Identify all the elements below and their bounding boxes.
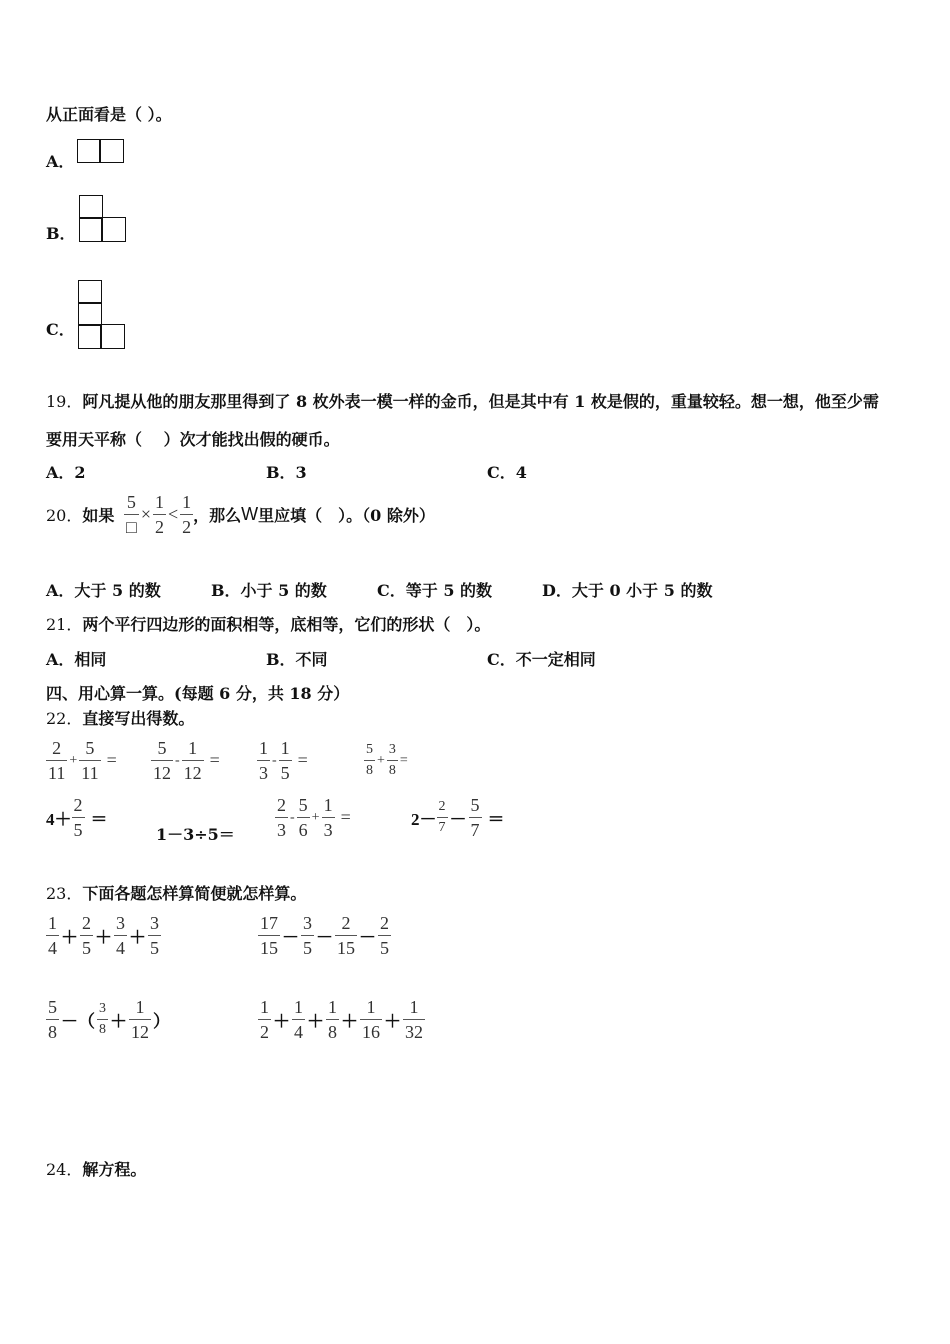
q20-w-symbol: W bbox=[241, 504, 259, 524]
q23-expr-3 bbox=[46, 998, 172, 1041]
denominator: 5 bbox=[73, 820, 83, 840]
fraction bbox=[275, 796, 288, 839]
q20-suffix-a: ，那么 bbox=[193, 506, 242, 525]
fraction bbox=[279, 739, 292, 782]
denominator: 8 bbox=[388, 763, 396, 778]
plus-sign: ＋ bbox=[129, 928, 146, 947]
denominator: 7 bbox=[438, 820, 446, 835]
fraction bbox=[364, 743, 375, 778]
fraction bbox=[258, 914, 280, 957]
denominator: 5 bbox=[280, 763, 290, 783]
q18-option-a-label: A． bbox=[46, 152, 75, 171]
fraction bbox=[182, 739, 204, 782]
plus-sign: ＋ bbox=[61, 928, 78, 947]
numerator: 3 bbox=[387, 743, 398, 761]
plus-sign: ＋ bbox=[110, 1012, 127, 1031]
q19-line1 bbox=[46, 389, 879, 412]
q20-prefix: 如果 bbox=[82, 506, 115, 525]
numerator: 17 bbox=[258, 914, 280, 936]
denominator: 4 bbox=[116, 938, 125, 958]
expr-prefix: 4＋ bbox=[46, 810, 72, 829]
numerator: 5 bbox=[124, 493, 139, 515]
q20-option-c bbox=[377, 578, 492, 601]
denominator: 5 bbox=[150, 938, 159, 958]
option-text: 不一定相同 bbox=[515, 650, 596, 669]
q21-stem bbox=[46, 612, 490, 635]
plus-sign: + bbox=[69, 752, 78, 768]
equals-sign: = bbox=[209, 750, 220, 770]
fraction bbox=[335, 914, 357, 957]
option-label: B． bbox=[211, 581, 241, 600]
figure-square bbox=[101, 217, 126, 242]
denominator: 12 bbox=[131, 1022, 149, 1042]
q23-expr-2 bbox=[258, 914, 391, 957]
denominator: 2 bbox=[182, 517, 192, 537]
q19-option-b bbox=[266, 460, 307, 483]
denominator: 16 bbox=[362, 1022, 380, 1042]
minus-sign: － bbox=[359, 928, 376, 947]
numerator: 5 bbox=[151, 739, 173, 761]
times-sign: × bbox=[140, 504, 151, 524]
numerator: 1 bbox=[153, 493, 166, 515]
option-text: 4 bbox=[515, 463, 527, 482]
fraction bbox=[151, 739, 173, 782]
option-text: 2 bbox=[74, 463, 86, 482]
q22-expr-1 bbox=[46, 739, 119, 782]
figure-square bbox=[79, 195, 103, 219]
numerator: 1 bbox=[257, 739, 270, 761]
option-text: 相同 bbox=[74, 650, 107, 669]
q24-text: 解方程。 bbox=[82, 1160, 147, 1179]
numerator: 1 bbox=[182, 739, 204, 761]
less-than-sign: < bbox=[168, 504, 179, 524]
fraction bbox=[148, 914, 161, 957]
fraction bbox=[153, 493, 166, 536]
figure-square bbox=[78, 324, 102, 349]
numerator: 2 bbox=[437, 800, 448, 818]
denominator: 11 bbox=[81, 763, 99, 783]
q18-stem: 从正面看是（ ）。 bbox=[46, 105, 172, 124]
q19-number: 19． bbox=[46, 392, 83, 411]
numerator: 1 bbox=[180, 493, 193, 515]
option-label: C． bbox=[487, 463, 516, 482]
fraction bbox=[180, 493, 193, 536]
option-label: A． bbox=[46, 650, 75, 669]
fraction bbox=[301, 914, 314, 957]
denominator: 11 bbox=[48, 763, 66, 783]
denominator: 12 bbox=[153, 763, 171, 783]
denominator: 3 bbox=[259, 763, 268, 783]
q22-expr-4 bbox=[364, 743, 410, 778]
numerator: 1 bbox=[403, 998, 425, 1020]
denominator: 5 bbox=[303, 938, 312, 958]
q19-option-a bbox=[46, 460, 86, 483]
fraction bbox=[258, 998, 271, 1041]
fraction bbox=[469, 796, 482, 839]
fraction bbox=[72, 796, 85, 839]
plus-sign: ＋ bbox=[384, 1012, 401, 1031]
equals-sign: = bbox=[297, 750, 308, 770]
q24-stem bbox=[46, 1157, 146, 1180]
q22-expr-6: 1－3÷5＝ bbox=[156, 825, 235, 844]
q20-option-d bbox=[542, 578, 712, 601]
q19-option-c bbox=[487, 460, 527, 483]
denominator: 5 bbox=[380, 938, 389, 958]
numerator: 2 bbox=[80, 914, 93, 936]
option-label: D． bbox=[542, 581, 572, 600]
numerator: 1 bbox=[129, 998, 151, 1020]
numerator: 3 bbox=[97, 1002, 108, 1020]
fraction bbox=[403, 998, 425, 1041]
plus-sign: ＋ bbox=[341, 1012, 358, 1031]
figure-square bbox=[77, 139, 101, 163]
q21-option-a bbox=[46, 647, 106, 670]
minus-sign: - bbox=[272, 752, 277, 768]
fraction bbox=[292, 998, 305, 1041]
equals-sign: = bbox=[340, 807, 351, 827]
figure-square bbox=[79, 217, 103, 242]
q22-number: 22． bbox=[46, 709, 83, 728]
denominator: 8 bbox=[99, 1022, 106, 1037]
fraction bbox=[46, 739, 67, 782]
numerator: 1 bbox=[46, 914, 59, 936]
q20-option-a bbox=[46, 578, 161, 601]
fraction bbox=[326, 998, 339, 1041]
option-text: 小于 5 的数 bbox=[240, 581, 327, 600]
numerator: 1 bbox=[360, 998, 382, 1020]
denominator: 2 bbox=[155, 517, 164, 537]
denominator: □ bbox=[125, 517, 137, 537]
q20-stem bbox=[46, 493, 435, 536]
minus-sign: - bbox=[175, 752, 180, 768]
fraction bbox=[257, 739, 270, 782]
q21-option-c bbox=[487, 647, 596, 670]
option-label: B． bbox=[266, 463, 296, 482]
denominator: 4 bbox=[48, 938, 57, 958]
equals-sign: ＝ bbox=[487, 810, 505, 829]
option-label: A． bbox=[46, 581, 75, 600]
denominator: 15 bbox=[260, 938, 278, 958]
q21-option-b bbox=[266, 647, 328, 670]
q22-expr-7 bbox=[275, 796, 353, 839]
q22-expr-2 bbox=[151, 739, 222, 782]
plus-sign: ＋ bbox=[273, 1012, 290, 1031]
numerator: 1 bbox=[322, 796, 335, 818]
numerator: 3 bbox=[148, 914, 161, 936]
plus-sign: ＋ bbox=[307, 1012, 324, 1031]
fraction bbox=[124, 493, 139, 536]
option-label: A． bbox=[46, 463, 75, 482]
numerator: 5 bbox=[297, 796, 310, 818]
plus-sign: + bbox=[311, 809, 320, 825]
option-label: C． bbox=[377, 581, 406, 600]
q23-stem bbox=[46, 881, 306, 904]
q22-expr-3 bbox=[257, 739, 310, 782]
q21-number: 21． bbox=[46, 615, 83, 634]
numerator: 1 bbox=[279, 739, 292, 761]
minus-sign: － bbox=[449, 810, 467, 829]
q23-expr-4 bbox=[258, 998, 425, 1041]
fraction bbox=[360, 998, 382, 1041]
fraction bbox=[46, 914, 59, 957]
numerator: 5 bbox=[46, 998, 59, 1020]
q19-line2: 要用天平称（ ）次才能找出假的硬币。 bbox=[46, 430, 340, 449]
numerator: 5 bbox=[79, 739, 100, 761]
figure-square bbox=[78, 280, 102, 304]
denominator: 6 bbox=[298, 820, 308, 840]
fraction bbox=[387, 743, 398, 778]
fraction bbox=[79, 739, 100, 782]
denominator: 8 bbox=[48, 1022, 57, 1042]
q23-text: 下面各题怎样算简便就怎样算。 bbox=[82, 884, 307, 903]
numerator: 2 bbox=[46, 739, 67, 761]
q19-text-line1: 阿凡提从他的朋友那里得到了 8 枚外表一模一样的金币，但是其中有 1 枚是假的，重量较轻。想一想，他至少需 bbox=[82, 392, 879, 411]
fraction bbox=[46, 998, 59, 1041]
minus-sign: － bbox=[282, 928, 299, 947]
q20-suffix-b: 里应填（ ）。（0 除外） bbox=[258, 506, 435, 525]
close-paren: ） bbox=[153, 1012, 170, 1031]
numerator: 3 bbox=[301, 914, 314, 936]
denominator: 5 bbox=[82, 938, 91, 958]
minus-sign: - bbox=[290, 809, 295, 825]
q18-option-b-label: B． bbox=[46, 224, 76, 243]
option-label: B． bbox=[266, 650, 296, 669]
q20-option-b bbox=[211, 578, 327, 601]
option-text: 不同 bbox=[295, 650, 328, 669]
denominator: 3 bbox=[277, 820, 286, 840]
q22-text: 直接写出得数。 bbox=[82, 709, 195, 728]
numerator: 5 bbox=[364, 743, 375, 761]
minus-sign: － bbox=[316, 928, 333, 947]
numerator: 1 bbox=[292, 998, 305, 1020]
figure-square bbox=[78, 302, 102, 326]
denominator: 32 bbox=[405, 1022, 423, 1042]
denominator: 3 bbox=[323, 820, 333, 840]
option-text: 大于 5 的数 bbox=[74, 581, 161, 600]
q22-expr-5 bbox=[46, 796, 110, 839]
q23-number: 23． bbox=[46, 884, 83, 903]
fraction bbox=[297, 796, 310, 839]
denominator: 2 bbox=[260, 1022, 269, 1042]
section-4-title: 四、用心算一算。(每题 6 分，共 18 分） bbox=[46, 684, 350, 703]
fraction bbox=[378, 914, 391, 957]
option-text: 等于 5 的数 bbox=[405, 581, 493, 600]
fraction bbox=[129, 998, 151, 1041]
numerator: 2 bbox=[275, 796, 288, 818]
denominator: 7 bbox=[470, 820, 480, 840]
denominator: 4 bbox=[294, 1022, 303, 1042]
q22-expr-8 bbox=[411, 796, 507, 839]
expr-prefix: 2－ bbox=[411, 810, 437, 829]
numerator: 2 bbox=[72, 796, 85, 818]
q20-number: 20． bbox=[46, 506, 83, 525]
fraction bbox=[322, 796, 335, 839]
fraction bbox=[114, 914, 127, 957]
figure-square bbox=[100, 324, 125, 349]
option-label: C． bbox=[487, 650, 516, 669]
fraction bbox=[80, 914, 93, 957]
denominator: 15 bbox=[337, 938, 355, 958]
q21-text: 两个平行四边形的面积相等，底相等，它们的形状（ ）。 bbox=[82, 615, 491, 634]
plus-sign: ＋ bbox=[95, 928, 112, 947]
numerator: 2 bbox=[335, 914, 357, 936]
option-text: 大于 0 小于 5 的数 bbox=[571, 581, 713, 600]
numerator: 3 bbox=[114, 914, 127, 936]
figure-square bbox=[99, 139, 124, 163]
denominator: 8 bbox=[366, 763, 373, 778]
plus-sign: + bbox=[377, 752, 385, 768]
minus-open-paren: －（ bbox=[61, 1012, 95, 1031]
numerator: 5 bbox=[469, 796, 482, 818]
numerator: 1 bbox=[326, 998, 339, 1020]
q22-stem bbox=[46, 706, 194, 729]
option-text: 3 bbox=[295, 463, 307, 482]
equals-sign: ＝ bbox=[90, 810, 108, 829]
equals-sign: = bbox=[399, 752, 408, 768]
equals-sign: = bbox=[106, 750, 117, 770]
q23-expr-1 bbox=[46, 914, 161, 957]
q24-number: 24． bbox=[46, 1160, 83, 1179]
numerator: 1 bbox=[258, 998, 271, 1020]
q18-option-c-label: C． bbox=[46, 320, 75, 339]
denominator: 12 bbox=[183, 763, 202, 783]
fraction bbox=[437, 800, 448, 835]
denominator: 8 bbox=[328, 1022, 337, 1042]
fraction bbox=[97, 1002, 108, 1037]
numerator: 2 bbox=[378, 914, 391, 936]
